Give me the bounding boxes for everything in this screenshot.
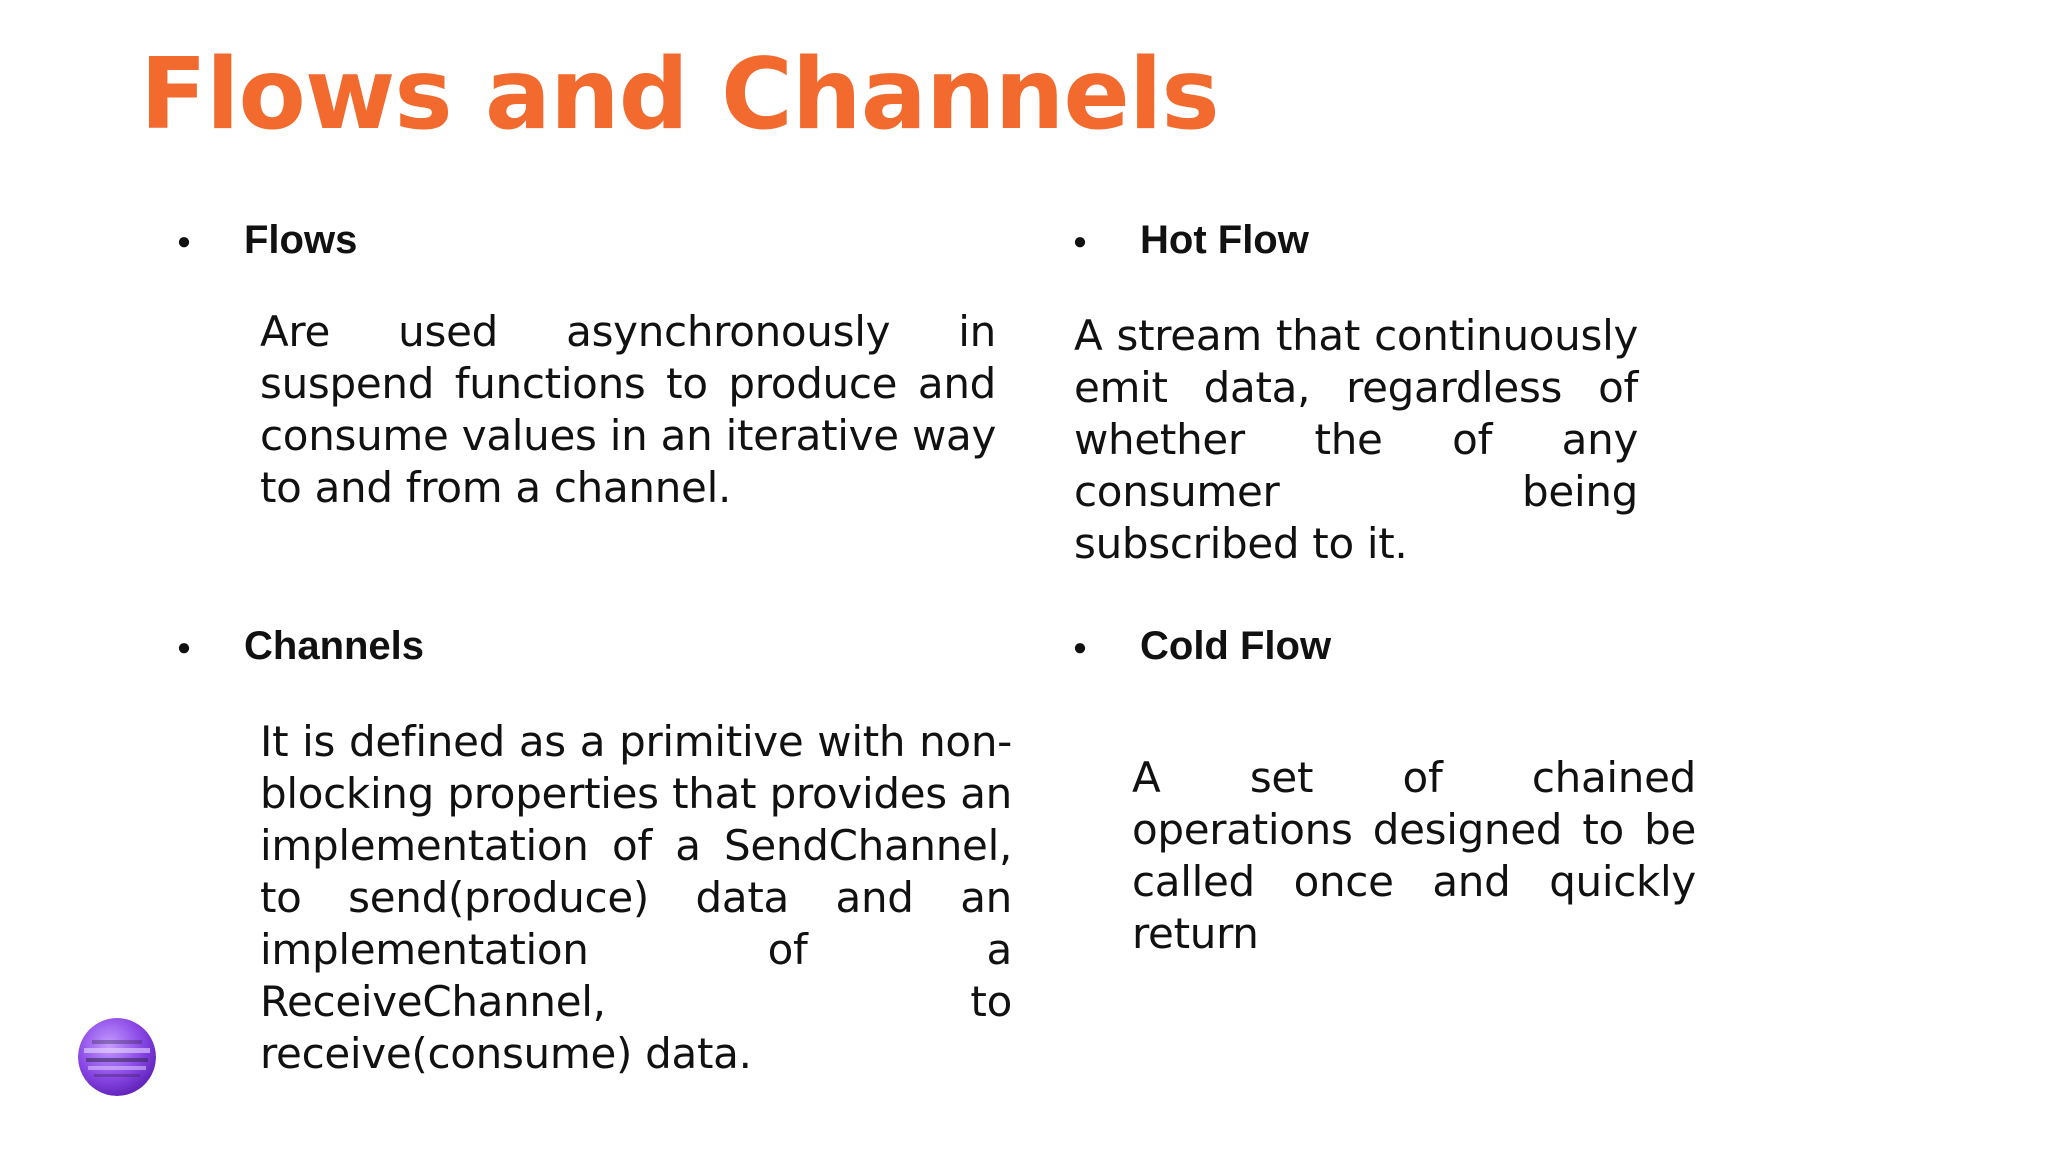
section-heading-flows: Flows xyxy=(244,218,358,262)
section-channels-heading xyxy=(172,622,424,670)
bullet-icon: ● xyxy=(176,634,192,661)
section-cold-flow-heading xyxy=(1068,622,1331,670)
bullet-icon: ● xyxy=(1072,634,1088,661)
section-body-hot-flow: A stream that continuously emit data, regardless of whether the of any consumer being subscribed to it. xyxy=(1074,311,1638,568)
section-heading-cold-flow: Cold Flow xyxy=(1140,624,1332,668)
circular-logo-icon xyxy=(78,1018,156,1096)
section-body-cold-flow: A set of chained operations designed to be called once and quickly return xyxy=(1132,753,1696,958)
section-flows-heading xyxy=(172,216,357,264)
section-body-channels: It is defined as a primitive with non-blocking properties that provides an implementation of a SendChannel, to send(produce) data and an implementation of a ReceiveChannel, to receive(consume) data. xyxy=(260,717,1012,1078)
section-heading-hot-flow: Hot Flow xyxy=(1140,218,1309,262)
bullet-icon: ● xyxy=(176,228,192,255)
section-heading-channels: Channels xyxy=(244,624,425,668)
bullet-icon: ● xyxy=(1072,228,1088,255)
section-hot-flow-heading xyxy=(1068,216,1309,264)
section-body-flows: Are used asynchronously in suspend functions to produce and consume values in an iterative way to and from a channel. xyxy=(260,307,996,512)
logo-graphic xyxy=(78,1018,156,1096)
slide-title: Flows and Channels xyxy=(140,38,1219,152)
